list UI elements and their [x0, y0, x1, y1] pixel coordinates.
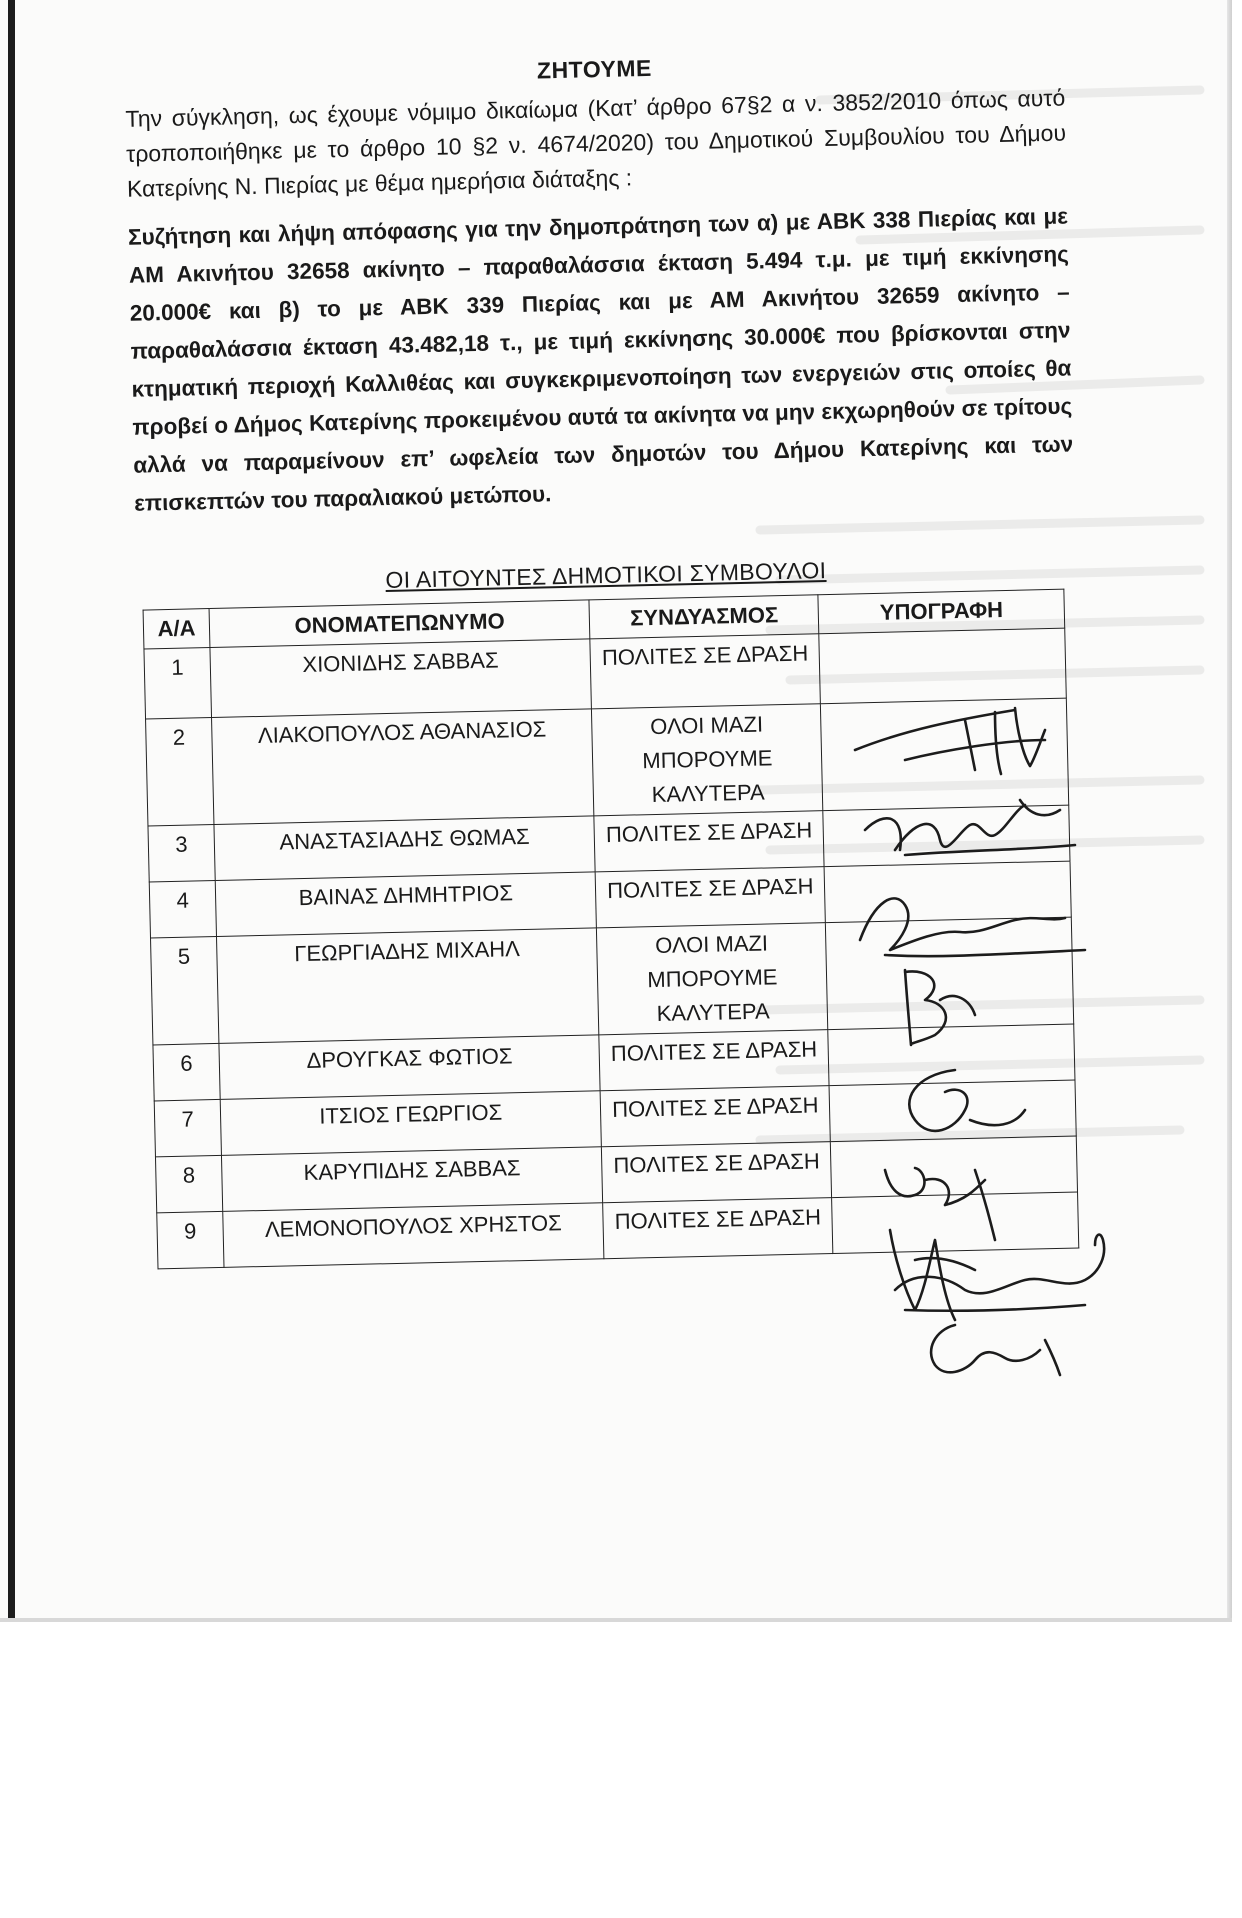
- row-number: 5: [151, 936, 219, 1044]
- table-title: ΟΙ ΑΙΤΟΥΝΤΕΣ ΔΗΜΟΤΙΚΟΙ ΣΥΜΒΟΥΛΟΙ: [385, 557, 827, 594]
- scan-right-border: [1227, 0, 1232, 1622]
- row-number: 2: [146, 718, 214, 826]
- scan-bottom-border: [0, 1618, 1232, 1622]
- councillor-name: ΑΝΑΣΤΑΣΙΑΔΗΣ ΘΩΜΑΣ: [214, 816, 595, 881]
- councillor-name: ΧΙΟΝΙΔΗΣ ΣΑΒΒΑΣ: [210, 639, 592, 718]
- councillor-name: ΓΕΩΡΓΙΑΔΗΣ ΜΙΧΑΗΛ: [217, 928, 600, 1044]
- row-number: 7: [154, 1099, 221, 1156]
- councillor-name: ΙΤΣΙΟΣ ΓΕΩΡΓΙΟΣ: [220, 1091, 601, 1156]
- row-number: 1: [144, 648, 212, 719]
- header-number: Α/Α: [143, 609, 210, 649]
- coalition-name: ΠΟΛΙΤΕΣ ΣΕ ΔΡΑΣΗ: [594, 811, 824, 872]
- signature-cell: [826, 917, 1074, 1030]
- header-signature: ΥΠΟΓΡΑΦΗ: [818, 589, 1065, 634]
- councillor-name: ΒΑΙΝΑΣ ΔΗΜΗΤΡΙΟΣ: [215, 872, 596, 937]
- row-number: 3: [148, 825, 215, 882]
- agenda-item: Συζήτηση και λήψη απόφασης για την δημοπράτηση των α) με ΑΒΚ 338 Πιερίας και με ΑΜ Ακινήτου 32658 ακίνητο – παραθαλάσσια έκταση 5.494 τ.μ. με τιμή εκκίνησης 20.000€ και β) το με ΑΒΚ 339 Πιερίας και με ΑΜ Ακινήτου 32659 ακίνητο – παραθαλάσσια έκταση 43.482,18 τ., με τιμή εκκίνησης 30.000€ που βρίσκονται στην κτηματική περιοχή Καλλιθέας και συγκεκριμενοποίηση των ενεργειών στις οποίες θα προβεί ο Δήμος Κατερίνης προκειμένου αυτά τα ακίνητα να μην εκχωρηθούν σε τρίτους αλλά να παραμείνουν επ’ ωφελεία των δημοτών του Δήμου Κατερίνης και των επισκεπτών του παραλιακού μετώπου.: [127, 203, 1074, 516]
- councillor-name: ΚΑΡΥΠΙΔΗΣ ΣΑΒΒΑΣ: [222, 1147, 603, 1212]
- coalition-name: ΠΟΛΙΤΕΣ ΣΕ ΔΡΑΣΗ: [603, 1198, 833, 1259]
- table-row: [151, 917, 1074, 1045]
- header-full-name: ΟΝΟΜΑΤΕΠΩΝΥΜΟ: [209, 600, 590, 648]
- signature-cell: [823, 805, 1070, 867]
- signature-cell: [831, 1136, 1078, 1198]
- table-row: [146, 698, 1069, 826]
- councillor-name: ΛΕΜΟΝΟΠΟΥΛΟΣ ΧΡΗΣΤΟΣ: [223, 1203, 604, 1268]
- document-heading: ΖΗΤΟΥΜΕ: [536, 54, 653, 84]
- coalition-name: ΠΟΛΙΤΕΣ ΣΕ ΔΡΑΣΗ: [595, 867, 825, 928]
- row-number: 4: [149, 880, 216, 937]
- row-number: 6: [153, 1043, 220, 1100]
- councillor-name: ΔΡΟΥΓΚΑΣ ΦΩΤΙΟΣ: [219, 1035, 600, 1100]
- councillor-name: ΛΙΑΚΟΠΟΥΛΟΣ ΑΘΑΝΑΣΙΟΣ: [212, 709, 595, 825]
- signature-9: [931, 1325, 1060, 1375]
- coalition-name: ΠΟΛΙΤΕΣ ΣΕ ΔΡΑΣΗ: [590, 634, 820, 709]
- signature-cell: [829, 1080, 1076, 1142]
- request-intro: Την σύγκληση, ως έχουμε νόμιμο δικαίωμα (Κατ’ άρθρο 67§2 α ν. 3852/2010 όπως αυτό τροποποιήθηκε με το άρθρο 10 §2 ν. 4674/2020) του Δημοτικού Συμβουλίου του Δήμου Κατερίνης Ν. Πιερίας με θέμα ημερήσια διάταξης :: [125, 84, 1067, 202]
- document-body: [124, 46, 1091, 1270]
- header-coalition: ΣΥΝΔΥΑΣΜΟΣ: [589, 595, 819, 639]
- scan-left-border: [8, 0, 15, 1622]
- signature-cell: [824, 861, 1071, 923]
- row-number: 8: [155, 1155, 222, 1212]
- councillors-table: [143, 589, 1080, 1270]
- coalition-name: ΟΛΟΙ ΜΑΖΙ ΜΠΟΡΟΥΜΕ ΚΑΛΥΤΕΡΑ: [592, 704, 823, 816]
- signature-cell: [832, 1192, 1079, 1254]
- signature-cell: [821, 698, 1069, 811]
- coalition-name: ΠΟΛΙΤΕΣ ΣΕ ΔΡΑΣΗ: [599, 1030, 829, 1091]
- coalition-name: ΠΟΛΙΤΕΣ ΣΕ ΔΡΑΣΗ: [600, 1086, 830, 1147]
- signature-cell: [828, 1024, 1075, 1086]
- coalition-name: ΠΟΛΙΤΕΣ ΣΕ ΔΡΑΣΗ: [602, 1142, 832, 1203]
- signature-cell: [819, 628, 1066, 704]
- row-number: 9: [157, 1211, 224, 1268]
- coalition-name: ΟΛΟΙ ΜΑΖΙ ΜΠΟΡΟΥΜΕ ΚΑΛΥΤΕΡΑ: [597, 923, 828, 1035]
